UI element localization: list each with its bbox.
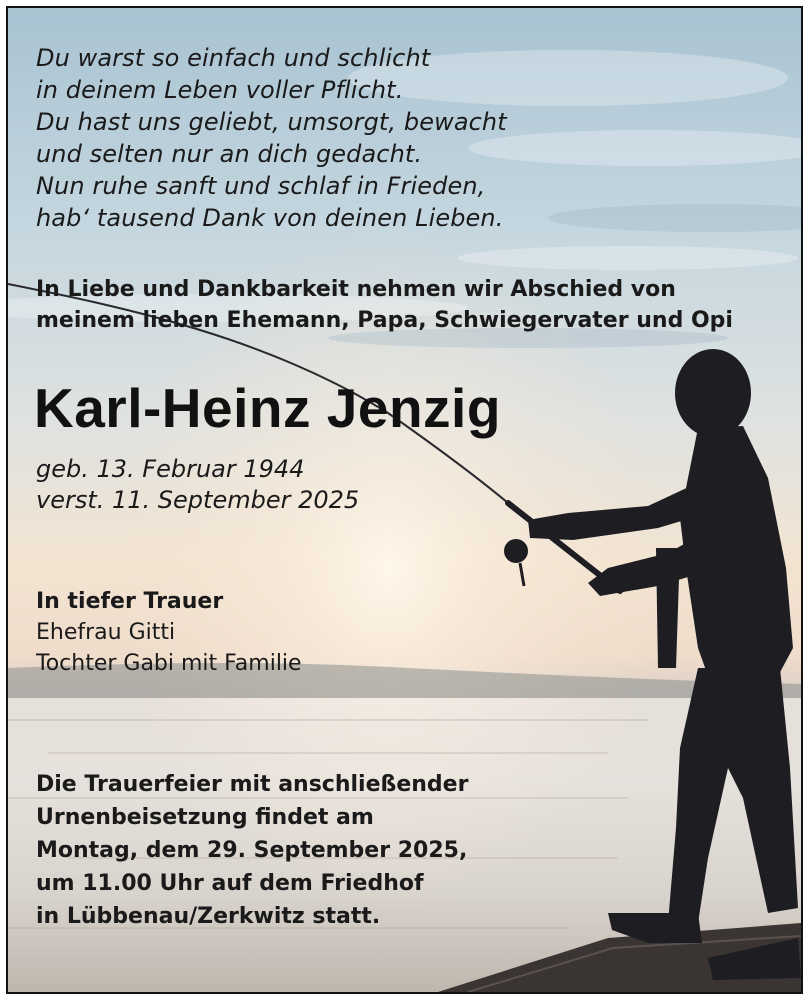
poem-line: und selten nur an dich gedacht. — [36, 140, 423, 168]
funeral-line: Die Trauerfeier mit anschließender — [36, 772, 469, 797]
poem-line: Du hast uns geliebt, umsorgt, bewacht — [36, 108, 507, 136]
poem-line: hab‘ tausend Dank von deinen Lieben. — [36, 204, 504, 232]
funeral-line: Montag, dem 29. September 2025, — [36, 838, 468, 863]
mourners-heading: In tiefer Trauer — [36, 589, 224, 614]
funeral-line: in Lübbenau/Zerkwitz statt. — [36, 904, 381, 929]
memorial-poem — [36, 42, 507, 234]
mourners-block — [36, 586, 302, 679]
obituary-frame — [6, 6, 803, 994]
birth-date: geb. 13. Februar 1944 — [36, 455, 305, 483]
intro-line: meinem lieben Ehemann, Papa, Schwiegervater und Opi — [36, 308, 733, 333]
poem-line: Nun ruhe sanft und schlaf in Frieden, — [36, 172, 486, 200]
funeral-line: Urnenbeisetzung findet am — [36, 805, 374, 830]
mourner-name: Tochter Gabi mit Familie — [36, 651, 302, 676]
deceased-name: Karl-Heinz Jenzig — [34, 377, 501, 439]
funeral-line: um 11.00 Uhr auf dem Friedhof — [36, 871, 424, 896]
poem-line: in deinem Leben voller Pflicht. — [36, 76, 404, 104]
mourner-name: Ehefrau Gitti — [36, 620, 176, 645]
death-date: verst. 11. September 2025 — [36, 486, 360, 514]
intro-line: In Liebe und Dankbarkeit nehmen wir Abschied von — [36, 277, 676, 302]
poem-line: Du warst so einfach und schlicht — [36, 44, 431, 72]
funeral-details — [36, 768, 468, 933]
life-dates — [36, 454, 359, 516]
farewell-intro — [36, 274, 733, 336]
